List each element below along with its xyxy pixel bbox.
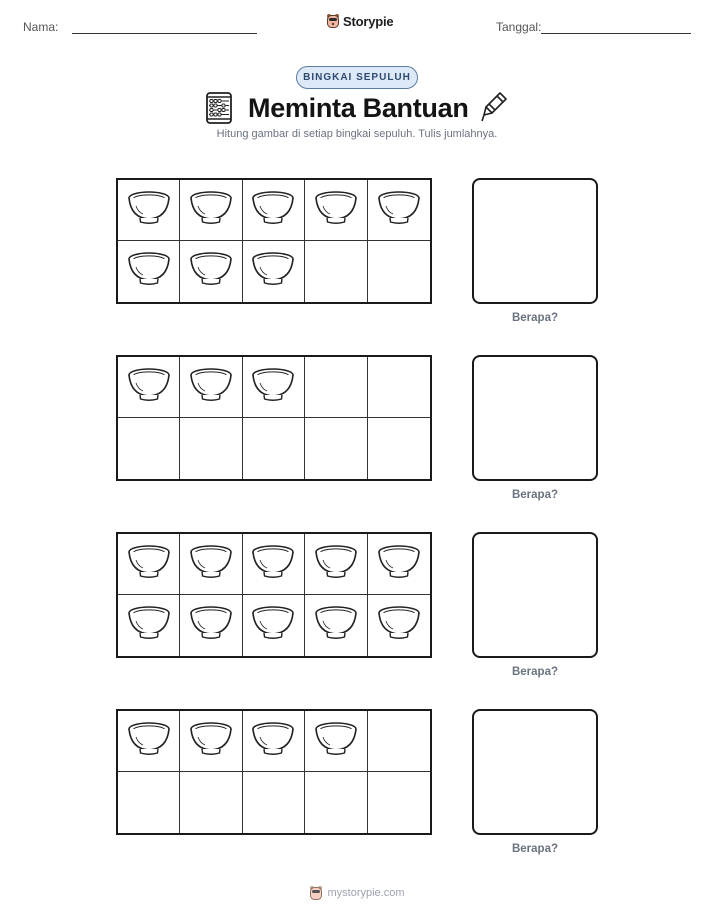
ten-frame-cell — [368, 595, 430, 656]
bowl-icon — [313, 188, 359, 233]
storypie-mascot-icon — [309, 885, 323, 901]
answer-box-2[interactable] — [472, 355, 598, 481]
date-write-line[interactable] — [541, 33, 691, 34]
ten-frame-cell — [305, 180, 367, 241]
ten-frame-cell — [118, 534, 180, 595]
ten-frame-cell — [243, 595, 305, 656]
bowl-icon — [250, 249, 296, 294]
bowl-icon — [313, 719, 359, 764]
ten-frame-cell — [368, 418, 430, 479]
worksheet-type-badge: BINGKAI SEPULUH — [296, 66, 418, 89]
ten-frame-cell — [305, 595, 367, 656]
ten-frame-cell — [243, 711, 305, 772]
bowl-icon — [250, 603, 296, 648]
ten-frame-cell — [305, 711, 367, 772]
bowl-icon — [188, 188, 234, 233]
bowl-icon — [126, 365, 172, 410]
ten-frame-cell — [243, 418, 305, 479]
brand-name: Storypie — [343, 13, 394, 29]
bowl-icon — [376, 542, 422, 587]
ten-frame-4 — [116, 709, 432, 835]
ten-frame-cell — [368, 180, 430, 241]
ten-frame-cell — [180, 711, 242, 772]
bowl-icon — [376, 188, 422, 233]
bowl-icon — [250, 188, 296, 233]
ten-frame-3 — [116, 532, 432, 658]
answer-prompt-1: Berapa? — [511, 312, 559, 324]
ten-frame-2 — [116, 355, 432, 481]
bowl-icon — [250, 365, 296, 410]
bowl-icon — [188, 249, 234, 294]
ten-frame-cell — [305, 418, 367, 479]
ten-frame-1 — [116, 178, 432, 304]
abacus-icon — [205, 92, 233, 124]
ten-frame-cell — [368, 772, 430, 833]
bowl-icon — [188, 603, 234, 648]
ten-frame-cell — [305, 534, 367, 595]
ten-frame-cell — [180, 241, 242, 302]
ten-frame-cell — [368, 534, 430, 595]
ten-frame-cell — [368, 711, 430, 772]
bowl-icon — [126, 719, 172, 764]
bowl-icon — [376, 603, 422, 648]
answer-box-4[interactable] — [472, 709, 598, 835]
bowl-icon — [126, 188, 172, 233]
answer-prompt-2: Berapa? — [511, 489, 559, 501]
bowl-icon — [188, 719, 234, 764]
ten-frame-cell — [118, 180, 180, 241]
ten-frame-cell — [243, 357, 305, 418]
answer-prompt-4: Berapa? — [511, 843, 559, 855]
date-label: Tanggal: — [496, 20, 542, 34]
bowl-icon — [250, 719, 296, 764]
pen-icon — [480, 91, 508, 123]
ten-frame-cell — [180, 180, 242, 241]
ten-frame-cell — [180, 772, 242, 833]
bowl-icon — [188, 365, 234, 410]
bowl-icon — [313, 603, 359, 648]
answer-box-3[interactable] — [472, 532, 598, 658]
bowl-icon — [188, 542, 234, 587]
ten-frame-cell — [118, 711, 180, 772]
ten-frame-cell — [243, 534, 305, 595]
ten-frame-cell — [118, 241, 180, 302]
ten-frame-cell — [180, 357, 242, 418]
bowl-icon — [313, 542, 359, 587]
name-write-line[interactable] — [72, 33, 257, 34]
instructions: Hitung gambar di setiap bingkai sepuluh. Tulis jumlahnya. — [216, 128, 498, 140]
page-title: Meminta Bantuan — [248, 93, 469, 123]
footer — [0, 885, 714, 901]
bowl-icon — [126, 542, 172, 587]
name-label: Nama: — [23, 20, 59, 34]
ten-frame-cell — [118, 595, 180, 656]
ten-frame-cell — [243, 180, 305, 241]
ten-frame-cell — [368, 357, 430, 418]
ten-frame-cell — [305, 772, 367, 833]
bowl-icon — [250, 542, 296, 587]
ten-frame-cell — [180, 595, 242, 656]
answer-box-1[interactable] — [472, 178, 598, 304]
ten-frame-cell — [180, 534, 242, 595]
ten-frame-cell — [118, 418, 180, 479]
brand-logo — [326, 13, 393, 29]
ten-frame-cell — [305, 241, 367, 302]
ten-frame-cell — [368, 241, 430, 302]
answer-prompt-3: Berapa? — [511, 666, 559, 678]
ten-frame-cell — [305, 357, 367, 418]
footer-site: mystorypie.com — [327, 887, 405, 899]
ten-frame-cell — [243, 241, 305, 302]
ten-frame-cell — [118, 357, 180, 418]
bowl-icon — [126, 603, 172, 648]
title-row — [0, 90, 714, 126]
ten-frame-cell — [243, 772, 305, 833]
storypie-mascot-icon — [326, 13, 340, 29]
ten-frame-cell — [180, 418, 242, 479]
bowl-icon — [126, 249, 172, 294]
ten-frame-cell — [118, 772, 180, 833]
